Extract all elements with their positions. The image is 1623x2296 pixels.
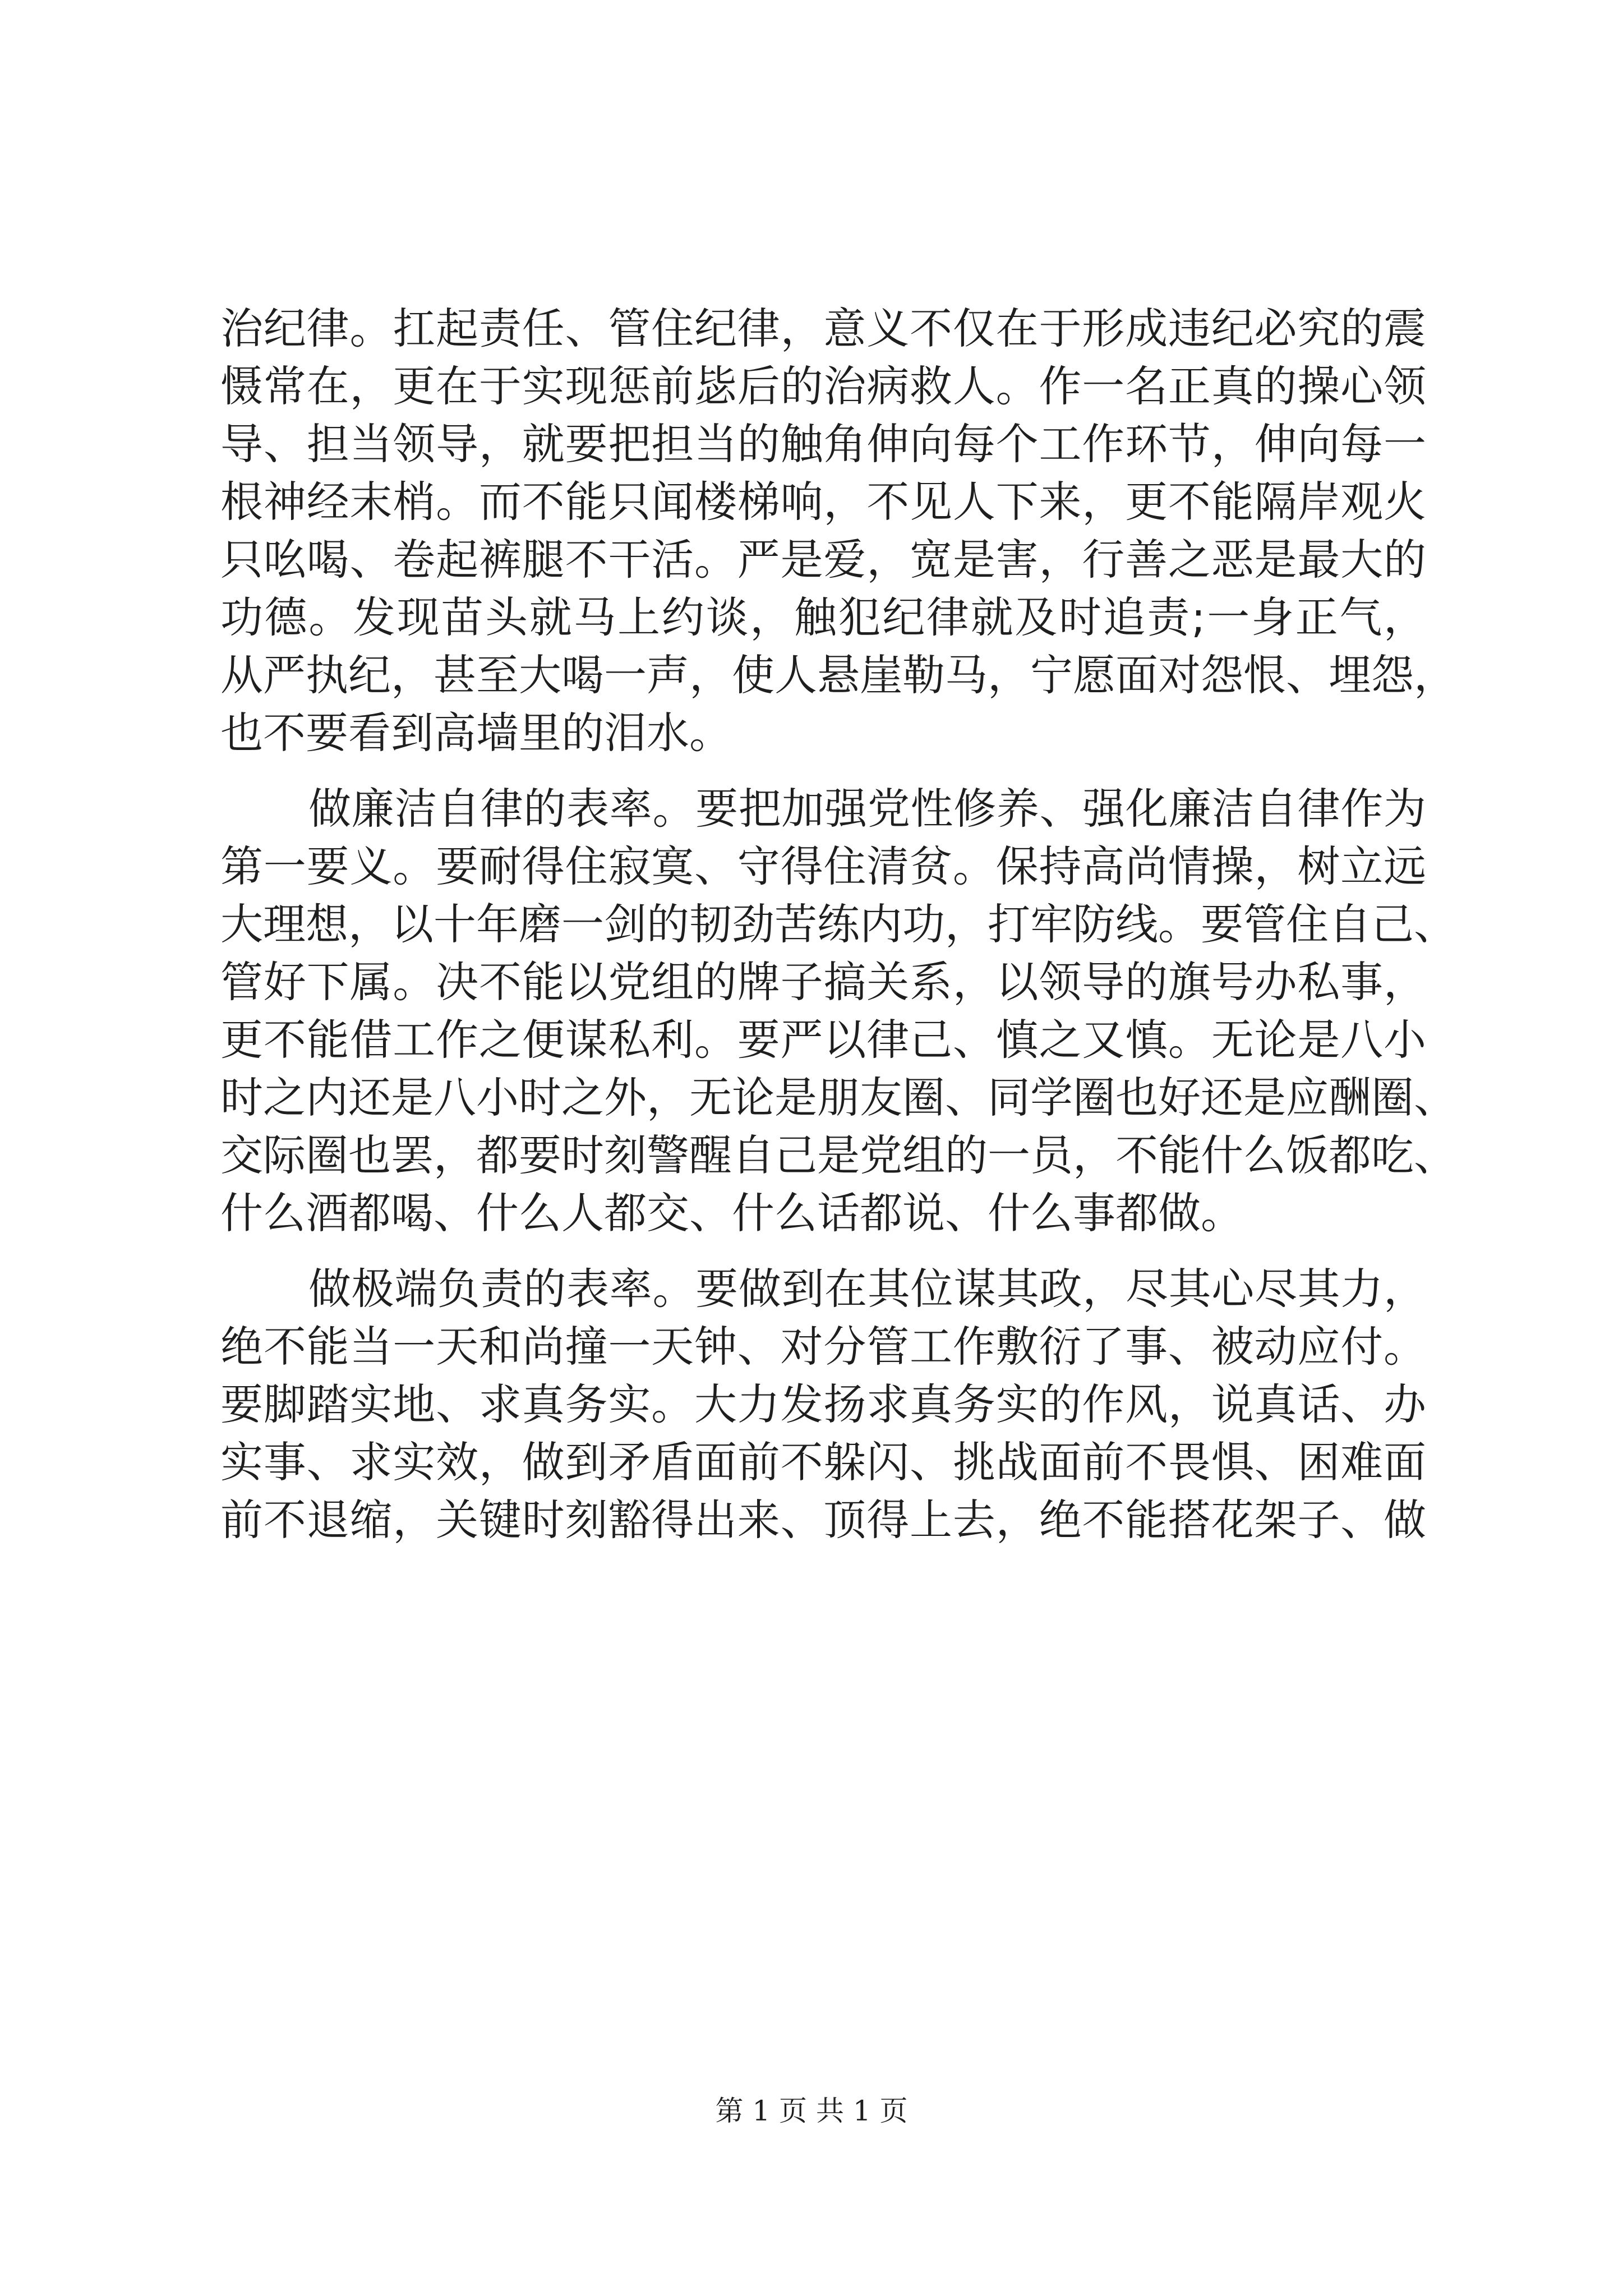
text-line: 前不退缩，关键时刻豁得出来、顶得上去，绝不能搭花架子、做: [220, 1495, 1426, 1545]
text-line: 更不能借工作之便谋私利。要严以律己、慎之又慎。无论是八小: [220, 1015, 1426, 1065]
text-line: 什么酒都喝、什么人都交、什么话都说、什么事都做。: [220, 1188, 1243, 1238]
document-body: [220, 300, 1456, 1549]
text-line: 实事、求实效，做到矛盾面前不躲闪、挑战面前不畏惧、困难面: [220, 1437, 1426, 1487]
text-line: 做极端负责的表率。要做到在其位谋其政，尽其心尽其力，: [308, 1264, 1426, 1314]
text-line: 管好下属。决不能以党组的牌子搞关系，以领导的旗号办私事，: [220, 957, 1426, 1007]
paragraph: [220, 300, 1456, 762]
text-line: 交际圈也罢，都要时刻警醒自己是党组的一员，不能什么饭都吃、: [220, 1130, 1456, 1180]
text-line: 要脚踏实地、求真务实。大力发扬求真务实的作风，说真话、办: [220, 1379, 1426, 1429]
text-line: 根神经末梢。而不能只闻楼梯响，不见人下来，更不能隔岸观火: [220, 477, 1426, 527]
page-footer: 第 1 页 共 1 页: [715, 2095, 908, 2127]
text-line: 治纪律。扛起责任、管住纪律，意义不仅在于形成违纪必究的震: [220, 303, 1426, 353]
text-line: 绝不能当一天和尚撞一天钟、对分管工作敷衍了事、被动应付。: [220, 1322, 1426, 1372]
text-line: 从严执纪，甚至大喝一声，使人悬崖勒马，宁愿面对怨恨、埋怨，: [220, 650, 1456, 700]
text-line: 大理想，以十年磨一剑的韧劲苦练内功，打牢防线。要管住自己、: [220, 899, 1456, 949]
text-line: 功德。发现苗头就马上约谈，触犯纪律就及时追责;一身正气，: [220, 592, 1426, 642]
paragraph: [220, 780, 1456, 1242]
text-line: 导、担当领导，就要把担当的触角伸向每个工作环节，伸向每一: [220, 419, 1426, 469]
text-line: 第一要义。要耐得住寂寞、守得住清贫。保持高尚情操，树立远: [220, 841, 1426, 891]
text-line: 慑常在，更在于实现惩前毖后的治病救人。作一名正真的操心领: [220, 361, 1426, 411]
text-line: 也不要看到高墙里的泪水。: [220, 708, 732, 758]
text-line: 只吆喝、卷起裤腿不干活。严是爱，宽是害，行善之恶是最大的: [220, 535, 1426, 585]
text-line: 时之内还是八小时之外，无论是朋友圈、同学圈也好还是应酬圈、: [220, 1073, 1456, 1122]
text-line: 做廉洁自律的表率。要把加强党性修养、强化廉洁自律作为: [308, 784, 1426, 834]
paragraph: [220, 1260, 1426, 1549]
